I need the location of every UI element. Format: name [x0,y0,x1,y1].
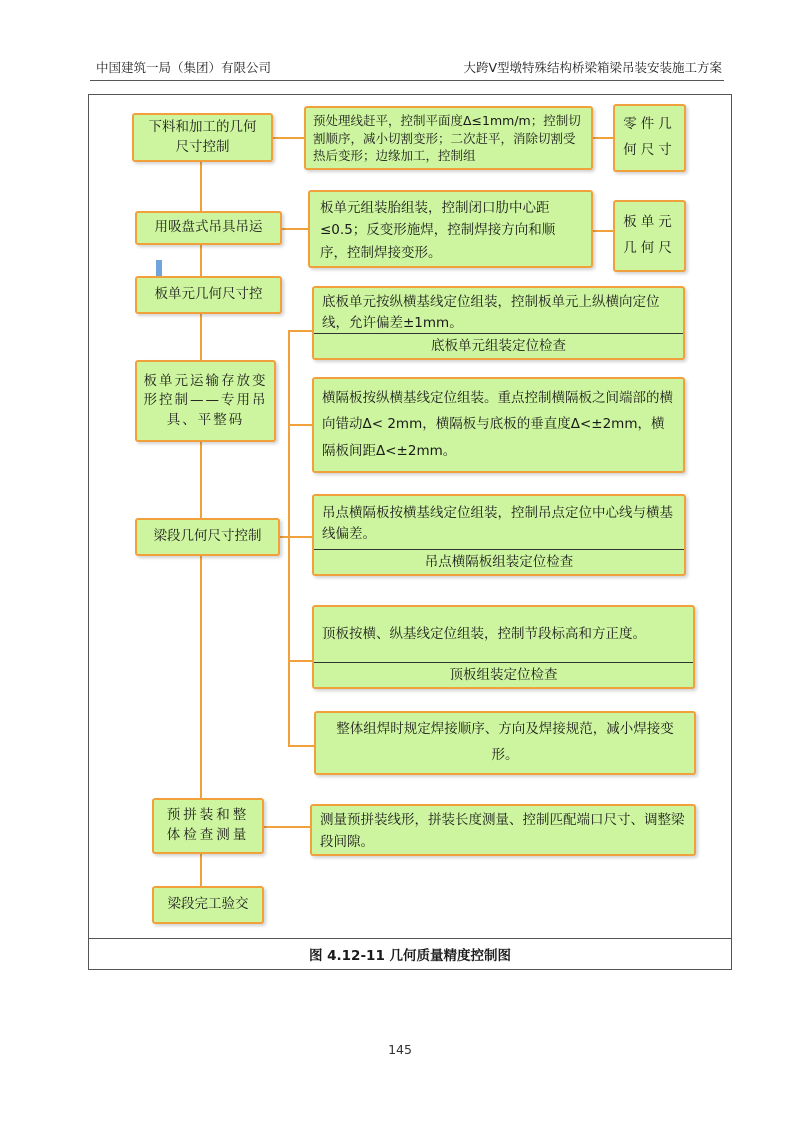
note-2: 板单元组装胎组装，控制闭口肋中心距≤0.5；反变形施焊，控制焊接方向和顺序，控制焊接变形。 [308,190,593,268]
note-6 [312,605,695,689]
flow-step-5: 梁段几何尺寸控制 [135,518,280,556]
note-1-side: 零件几何尺寸 [613,104,686,172]
blue-marker [156,260,162,276]
figure-caption: 图 4.12-11 几何质量精度控制图 [308,948,512,964]
note-6-text: 顶板按横、纵基线定位组装，控制节段标高和方正度。 [314,607,693,663]
note-4: 横隔板按纵横基线定位组装。重点控制横隔板之间端部的横向错动Δ< 2mm，横隔板与底板的垂直度Δ<±2mm，横隔板间距Δ<±2mm。 [312,377,685,473]
note-5 [312,494,686,576]
conn-note1-side1 [593,137,613,139]
note-3-text: 底板单元按纵横基线定位组装，控制板单元上纵横向定位线，允许偏差±1mm。 [314,288,683,334]
note-5-check: 吊点横隔板组装定位检查 [424,553,574,570]
flow-step-7: 梁段完工验交 [152,886,264,924]
flow-step-6: 预拼装和整体检查测量 [152,798,264,854]
conn-branch-note7 [288,745,314,747]
note-3 [312,286,685,360]
conn-step2-note2 [282,228,308,230]
note-8: 测量预拼装线形，拼装长度测量、控制匹配端口尺寸、调整梁段间隙。 [310,804,696,856]
header-left: 中国建筑一局（集团）有限公司 [96,60,272,75]
note-6-check: 顶板组装定位检查 [449,666,558,683]
note-3-check: 底板单元组装定位检查 [431,337,566,354]
conn-step1-note1 [273,137,304,139]
conn-branch-note4 [288,424,312,426]
header-rule [90,80,724,81]
note-1: 预处理线赶平，控制平面度Δ≤1mm/m；控制切割顺序，减小切割变形；二次赶平，消除切割受热后变形；边缘加工，控制组 [304,106,593,170]
note-7: 整体组焊时规定焊接顺序、方向及焊接规范，减小焊接变形。 [314,711,696,775]
flow-step-1: 下料和加工的几何尺寸控制 [132,113,273,162]
flow-step-4: 板单元运输存放变形控制——专用吊具、平整码 [135,360,276,442]
conn-branch-note3 [288,330,312,332]
conn-step6-note8 [264,826,310,828]
branch-spine [288,330,290,746]
note-2-side: 板单元几何尺 [613,200,686,272]
conn-branch-note6 [288,660,312,662]
conn-note2-side2 [593,230,613,232]
flow-step-2: 用吸盘式吊具吊运 [135,211,282,245]
flow-step-3: 板单元几何尺寸控 [135,276,282,314]
conn-branch-note5 [288,536,312,538]
caption-rule [88,938,732,939]
header-right: 大跨V型墩特殊结构桥梁箱梁吊装安装施工方案 [463,60,722,75]
note-5-text: 吊点横隔板按横基线定位组装，控制吊点定位中心线与横基线偏差。 [314,496,684,550]
page-number: 145 [388,1042,412,1057]
